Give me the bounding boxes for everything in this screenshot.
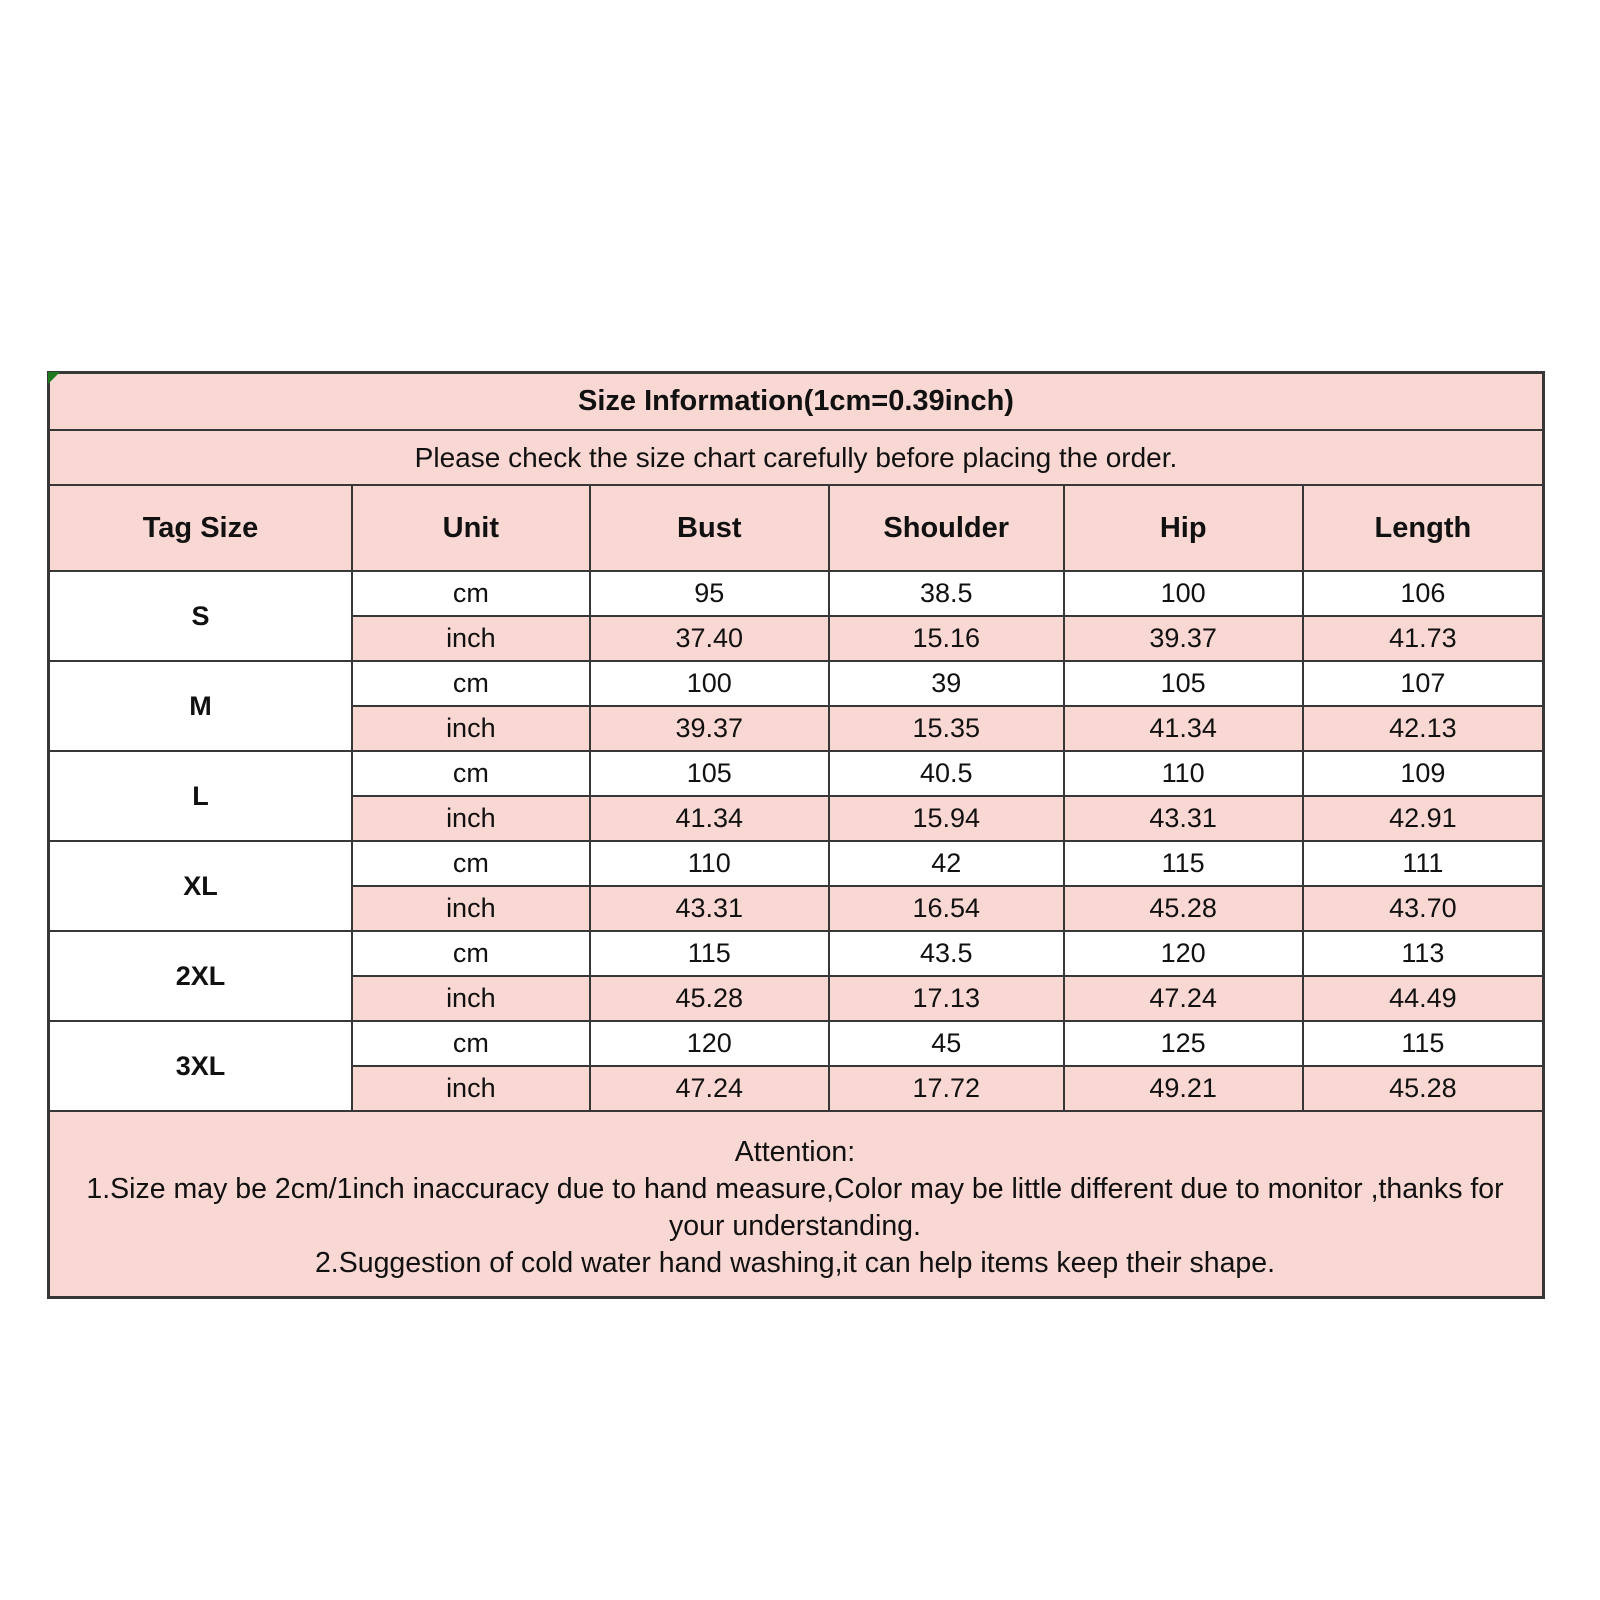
unit-cell-inch: inch xyxy=(352,616,590,661)
value-cell: 37.40 xyxy=(590,616,829,661)
value-cell: 105 xyxy=(1064,661,1303,706)
column-header-unit: Unit xyxy=(352,485,590,571)
value-cell: 115 xyxy=(1064,841,1303,886)
value-cell: 15.35 xyxy=(829,706,1064,751)
value-cell: 47.24 xyxy=(590,1066,829,1111)
unit-cell-inch: inch xyxy=(352,976,590,1021)
value-cell: 15.94 xyxy=(829,796,1064,841)
value-cell: 115 xyxy=(590,931,829,976)
tag-size-cell: XL xyxy=(49,841,352,931)
attention-note-1: 1.Size may be 2cm/1inch inaccuracy due to hand measure,Color may be little different due to monitor ,thanks for your understanding. xyxy=(86,1173,1504,1242)
size-chart-table xyxy=(47,371,1545,1299)
unit-cell-inch: inch xyxy=(352,886,590,931)
value-cell: 42 xyxy=(829,841,1064,886)
value-cell: 39 xyxy=(829,661,1064,706)
column-header-row xyxy=(49,485,1544,571)
value-cell: 41.34 xyxy=(590,796,829,841)
value-cell: 106 xyxy=(1303,571,1544,616)
table-row-xl-cm xyxy=(49,841,1544,886)
column-header-bust: Bust xyxy=(590,485,829,571)
column-header-hip: Hip xyxy=(1064,485,1303,571)
value-cell: 107 xyxy=(1303,661,1544,706)
value-cell: 125 xyxy=(1064,1021,1303,1066)
value-cell: 41.34 xyxy=(1064,706,1303,751)
value-cell: 42.13 xyxy=(1303,706,1544,751)
unit-cell-cm: cm xyxy=(352,661,590,706)
value-cell: 39.37 xyxy=(1064,616,1303,661)
tag-size-cell: M xyxy=(49,661,352,751)
value-cell: 16.54 xyxy=(829,886,1064,931)
value-cell: 111 xyxy=(1303,841,1544,886)
value-cell: 17.72 xyxy=(829,1066,1064,1111)
value-cell: 45 xyxy=(829,1021,1064,1066)
attention-heading: Attention: xyxy=(734,1136,856,1168)
value-cell: 38.5 xyxy=(829,571,1064,616)
size-chart-sheet xyxy=(47,371,1545,1299)
value-cell: 95 xyxy=(590,571,829,616)
value-cell: 41.73 xyxy=(1303,616,1544,661)
value-cell: 43.31 xyxy=(1064,796,1303,841)
table-row-m-cm xyxy=(49,661,1544,706)
value-cell: 15.16 xyxy=(829,616,1064,661)
attention-note-2: 2.Suggestion of cold water hand washing,it can help items keep their shape. xyxy=(314,1247,1276,1279)
tag-size-cell: 3XL xyxy=(49,1021,352,1111)
value-cell: 100 xyxy=(1064,571,1303,616)
tag-size-cell: L xyxy=(49,751,352,841)
value-cell: 43.5 xyxy=(829,931,1064,976)
value-cell: 43.70 xyxy=(1303,886,1544,931)
tag-size-cell: S xyxy=(49,571,352,661)
value-cell: 120 xyxy=(1064,931,1303,976)
value-cell: 120 xyxy=(590,1021,829,1066)
unit-cell-cm: cm xyxy=(352,571,590,616)
table-row-s-cm xyxy=(49,571,1544,616)
value-cell: 105 xyxy=(590,751,829,796)
value-cell: 44.49 xyxy=(1303,976,1544,1021)
value-cell: 42.91 xyxy=(1303,796,1544,841)
attention-row xyxy=(49,1111,1544,1298)
value-cell: 45.28 xyxy=(590,976,829,1021)
table-row-3xl-cm xyxy=(49,1021,1544,1066)
attention-cell xyxy=(49,1111,1544,1298)
column-header-tag-size: Tag Size xyxy=(49,485,352,571)
value-cell: 110 xyxy=(590,841,829,886)
value-cell: 45.28 xyxy=(1303,1066,1544,1111)
column-header-length: Length xyxy=(1303,485,1544,571)
excel-corner-marker-icon xyxy=(48,372,60,384)
unit-cell-cm: cm xyxy=(352,931,590,976)
size-chart-subtitle: Please check the size chart carefully before placing the order. xyxy=(49,430,1544,485)
value-cell: 43.31 xyxy=(590,886,829,931)
value-cell: 110 xyxy=(1064,751,1303,796)
subtitle-row xyxy=(49,430,1544,485)
table-row-2xl-cm xyxy=(49,931,1544,976)
value-cell: 45.28 xyxy=(1064,886,1303,931)
unit-cell-cm: cm xyxy=(352,841,590,886)
value-cell: 40.5 xyxy=(829,751,1064,796)
value-cell: 113 xyxy=(1303,931,1544,976)
value-cell: 39.37 xyxy=(590,706,829,751)
column-header-shoulder: Shoulder xyxy=(829,485,1064,571)
title-row xyxy=(49,373,1544,431)
value-cell: 17.13 xyxy=(829,976,1064,1021)
value-cell: 49.21 xyxy=(1064,1066,1303,1111)
table-row-l-cm xyxy=(49,751,1544,796)
value-cell: 109 xyxy=(1303,751,1544,796)
tag-size-cell: 2XL xyxy=(49,931,352,1021)
unit-cell-inch: inch xyxy=(352,1066,590,1111)
unit-cell-inch: inch xyxy=(352,706,590,751)
unit-cell-cm: cm xyxy=(352,1021,590,1066)
unit-cell-cm: cm xyxy=(352,751,590,796)
unit-cell-inch: inch xyxy=(352,796,590,841)
value-cell: 47.24 xyxy=(1064,976,1303,1021)
size-chart-title: Size Information(1cm=0.39inch) xyxy=(49,373,1544,431)
value-cell: 115 xyxy=(1303,1021,1544,1066)
value-cell: 100 xyxy=(590,661,829,706)
